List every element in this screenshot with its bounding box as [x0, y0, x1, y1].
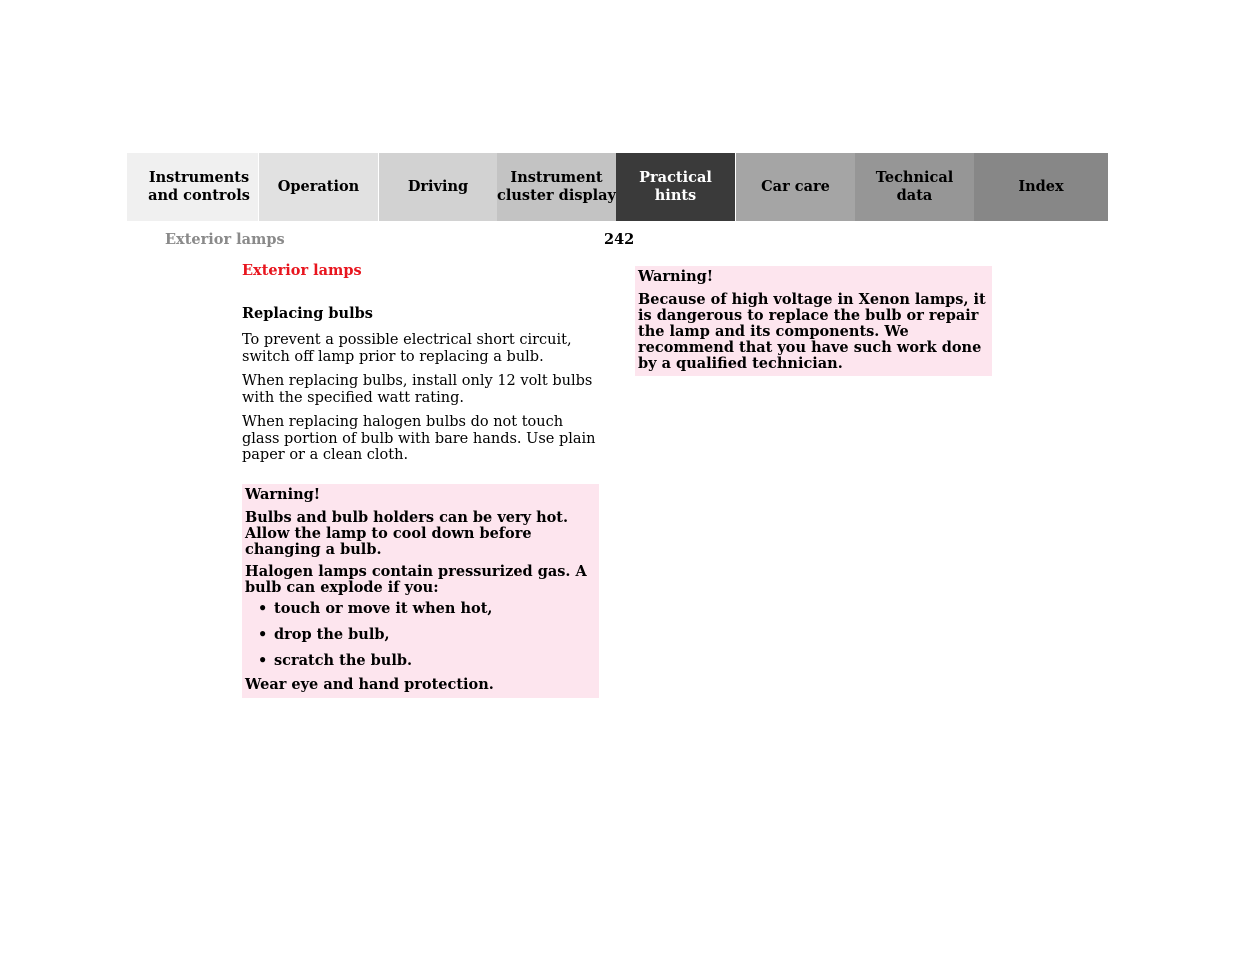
warning-text: Halogen lamps contain pressurized gas. A bulb can explode if you: [245, 562, 587, 596]
warning-box-xenon [635, 266, 992, 376]
tab-technical-data[interactable] [855, 153, 974, 221]
bullet-icon: • [258, 625, 268, 643]
list-item [245, 626, 596, 644]
tab-label: Technical data [875, 169, 954, 204]
bullet-icon: • [258, 599, 268, 617]
tab-instruments-and-controls[interactable] [127, 153, 258, 221]
body-paragraph: When replacing halogen bulbs do not touch glass portion of bulb with bare hands. Use plain paper or a clean cloth. [242, 414, 596, 463]
chapter-navigation [127, 153, 1108, 221]
left-column [242, 262, 599, 698]
tab-label: Instrument cluster display [497, 169, 616, 204]
tab-label: Operation [277, 178, 360, 195]
section-header: Exterior lamps [165, 231, 285, 248]
warning-title: Warning! [245, 485, 321, 503]
tab-label: Instruments and controls [148, 169, 250, 204]
tab-index[interactable] [974, 153, 1108, 221]
warning-title: Warning! [638, 268, 714, 285]
list-item-text: drop the bulb, [274, 625, 390, 643]
tab-driving[interactable] [378, 153, 497, 221]
tab-label: Car care [761, 178, 830, 195]
page-title: Exterior lamps [242, 262, 362, 279]
section-subtitle: Replacing bulbs [242, 305, 373, 322]
tab-label: Practical hints [639, 169, 712, 204]
list-item [245, 600, 596, 618]
body-paragraph: When replacing bulbs, install only 12 volt bulbs with the specified watt rating. [242, 373, 593, 406]
warning-box-bulbs [242, 484, 599, 698]
right-column [635, 266, 992, 376]
tab-car-care[interactable] [735, 153, 855, 221]
body-paragraph: To prevent a possible electrical short circuit, switch off lamp prior to replacing a bulb. [242, 332, 572, 365]
list-item-text: touch or move it when hot, [274, 599, 493, 617]
list-item-text: scratch the bulb. [274, 651, 413, 669]
tab-practical-hints[interactable] [616, 153, 735, 221]
warning-final-text: Wear eye and hand protection. [245, 675, 494, 693]
tab-operation[interactable] [258, 153, 378, 221]
list-item [245, 652, 596, 670]
warning-bullet-list [245, 600, 596, 670]
bullet-icon: • [258, 651, 268, 669]
tab-label: Driving [407, 178, 469, 195]
tab-label: Index [1018, 178, 1064, 195]
warning-text: Bulbs and bulb holders can be very hot. Allow the lamp to cool down before changing a bulb. [245, 508, 569, 558]
page-number: 242 [604, 231, 635, 248]
warning-text: Because of high voltage in Xenon lamps, it is dangerous to replace the bulb or repair the lamp and its components. We recommend that you have such work done by a qualified technician. [638, 291, 986, 372]
tab-instrument-cluster-display[interactable] [497, 153, 616, 221]
